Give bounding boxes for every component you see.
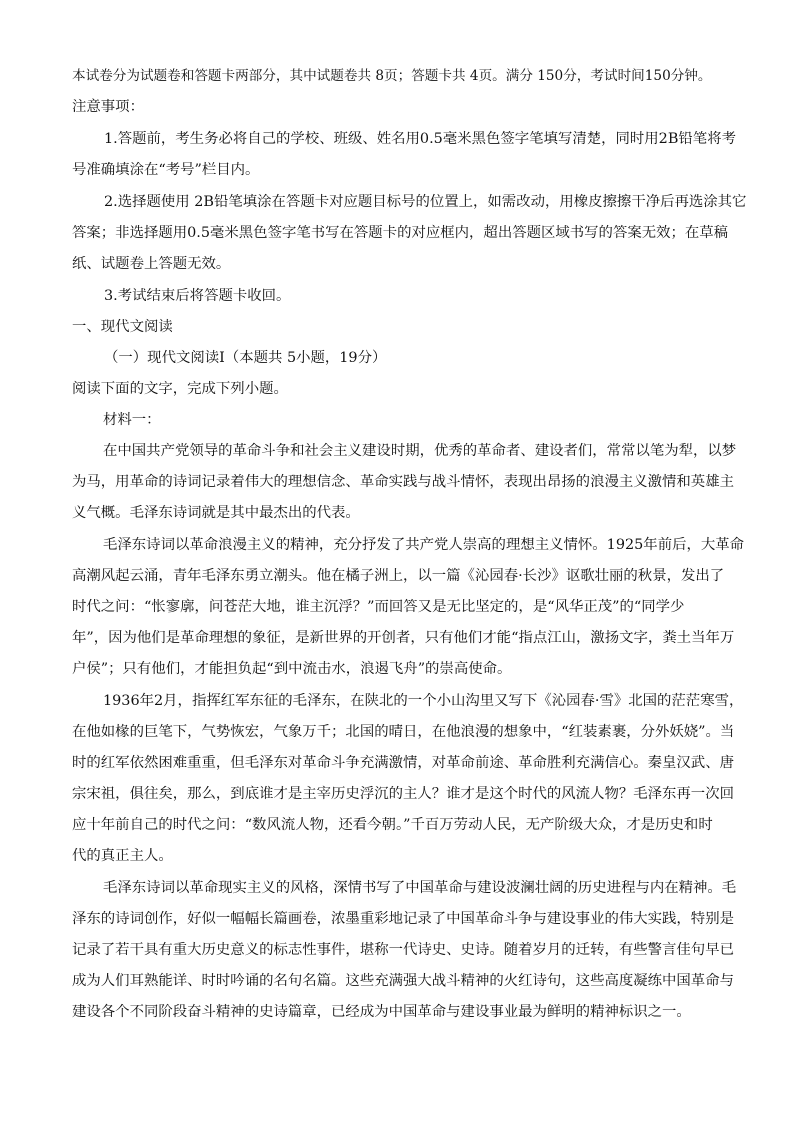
reading-instruction: 阅读下面的文字，完成下列小题。 [72, 381, 288, 397]
passage-line: 成为人们耳熟能详、时时吟诵的名句名篇。这些充满强大战斗精神的火红诗句，这些高度凝练中国革命与 [72, 973, 734, 989]
passage-line: 记录了若干具有重大历史意义的标志性事件，堪称一代诗史、史诗。随着岁月的迁转，有些警言佳句早已 [72, 942, 734, 958]
passage-line: 建设各个不同阶段奋斗精神的史诗篇章，已经成为中国革命与建设事业最为鲜明的精神标识之一。 [72, 1004, 691, 1020]
passage-line: 1936年2月，指挥红军东征的毛泽东，在陕北的一个小山沟里又写下《沁园春·雪》北国的茫茫寒雪， [103, 693, 744, 709]
section-title: 一、现代文阅读 [72, 319, 173, 335]
notice-title: 注意事项： [72, 99, 144, 115]
section-subtitle: （一）现代文阅读Ⅰ（本题共 5小题，19分） [104, 350, 387, 366]
note-3: 3.考试结束后将答题卡收回。 [104, 288, 291, 304]
passage-line: 时代之问：“怅寥廓，问苍茫大地，谁主沉浮？”而回答又是无比坚定的，是“风华正茂”的“同学少 [72, 599, 685, 615]
passage-line: 毛泽东诗词以革命现实主义的风格，深情书写了中国革命与建设波澜壮阔的历史进程与内在精神。毛 [103, 880, 737, 896]
note-1-line-1: 1.答题前，考生务必将自己的学校、班级、姓名用0.5毫米黑色签字笔填写清楚，同时用2B铅笔将考 [104, 131, 736, 147]
exam-info-line: 本试卷分为试题卷和答题卡两部分，其中试题卷共 8页；答题卡共 4页。满分 150分，考试时间150分钟。 [72, 68, 712, 84]
passage-line: 户侯”；只有他们，才能担负起“到中流击水，浪遏飞舟”的崇高使命。 [72, 661, 512, 677]
passage-line: 在中国共产党领导的革命斗争和社会主义建设时期，优秀的革命者、建设者们，常常以笔为犁，以梦 [103, 443, 737, 459]
passage-line: 义气概。毛泽东诗词就是其中最杰出的代表。 [72, 505, 360, 521]
note-2-line-2: 答案；非选择题用0.5毫米黑色签字笔书写在答题卡的对应框内，超出答题区域书写的答案无效；在草稿 [72, 225, 729, 241]
passage-line: 泽东的诗词创作，好似一幅幅长篇画卷，浓墨重彩地记录了中国革命斗争与建设事业的伟大实践，特别是 [72, 911, 734, 927]
passage-line: 为马，用革命的诗词记录着伟大的理想信念、革命实践与战斗情怀，表现出昂扬的浪漫主义激情和英雄主 [72, 474, 734, 490]
passage-line: 时的红军依然困难重重，但毛泽东对革命斗争充满激情，对革命前途、革命胜利充满信心。秦皇汉武、唐 [72, 755, 734, 771]
note-1-line-2: 号准确填涂在“考号”栏目内。 [72, 162, 260, 178]
material-label: 材料一： [103, 412, 161, 428]
passage-line: 在他如椽的巨笔下，气势恢宏，气象万千；北国的晴日，在他浪漫的想象中，“红装素裹，分外妖娆”。当 [72, 724, 735, 740]
note-2-line-3: 纸、试题卷上答题无效。 [72, 256, 231, 272]
passage-line: 宗宋祖，俱往矣，那么，到底谁才是主宰历史浮沉的主人？谁才是这个时代的风流人物？毛泽东再一次回 [72, 786, 734, 802]
passage-line: 应十年前自己的时代之问：“数风流人物，还看今朝。”千百万劳动人民，无产阶级大众，才是历史和时 [72, 817, 713, 833]
passage-line: 年”，因为他们是革命理想的象征，是新世界的开创者，只有他们才能“指点江山，激扬文字，粪土当年万 [72, 630, 735, 646]
passage-line: 高潮风起云涌，青年毛泽东勇立潮头。他在橘子洲上，以一篇《沁园春·长沙》讴歌壮丽的秋景，发出了 [72, 568, 725, 584]
passage-line: 代的真正主人。 [72, 848, 173, 864]
passage-line: 毛泽东诗词以革命浪漫主义的精神，充分抒发了共产党人崇高的理想主义情怀。1925年前后，大革命 [103, 537, 745, 553]
note-2-line-1: 2.选择题使用 2B铅笔填涂在答题卡对应题目标号的位置上，如需改动，用橡皮擦擦干净后再选涂其它 [104, 194, 747, 210]
